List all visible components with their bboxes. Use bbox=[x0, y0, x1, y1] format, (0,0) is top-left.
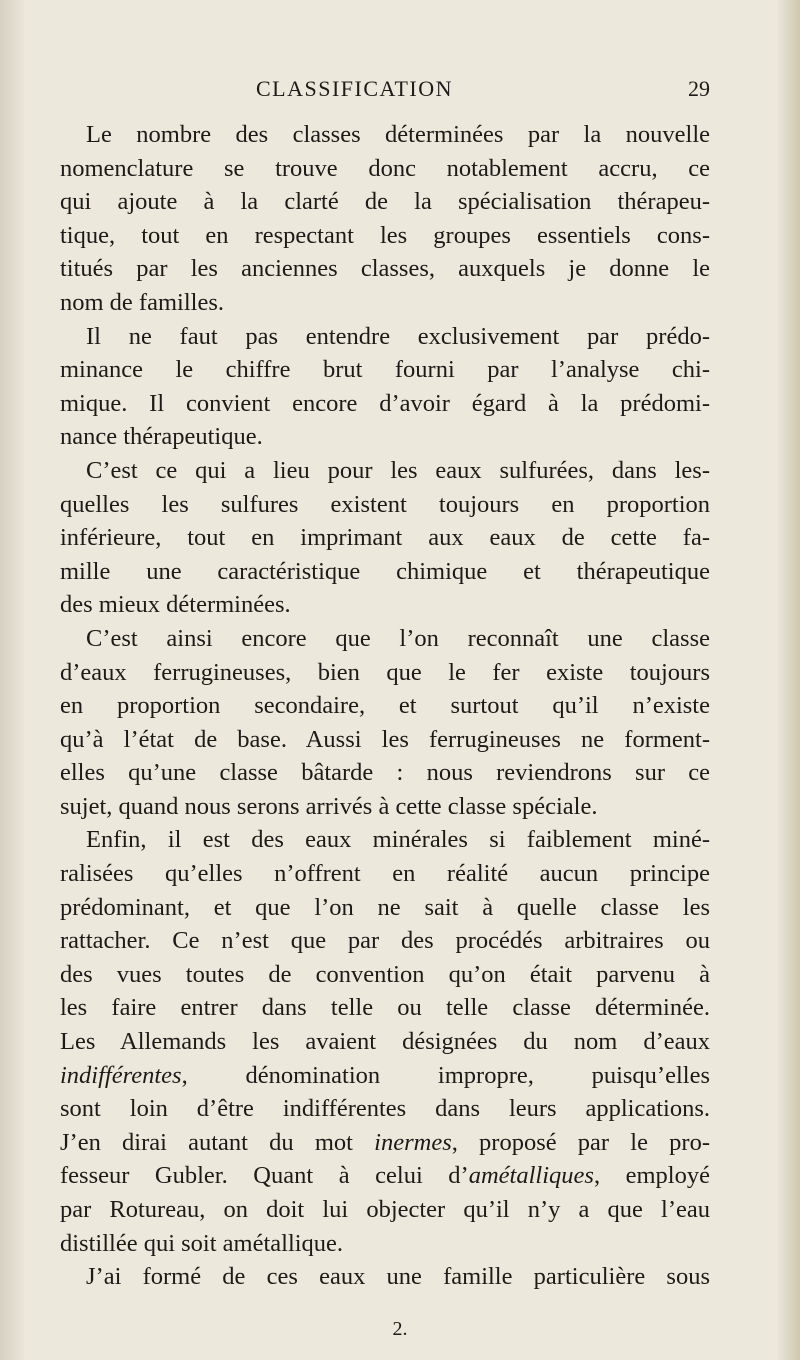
page-number: 29 bbox=[688, 76, 710, 101]
text-line bbox=[60, 1126, 710, 1160]
text-line: elles qu’une classe bâtarde : nous reviendrons sur ce bbox=[60, 759, 710, 787]
text-line: C’est ce qui a lieu pour les eaux sulfurées, dans les- bbox=[86, 456, 710, 484]
text-line: les faire entrer dans telle ou telle classe déterminée. bbox=[60, 994, 710, 1022]
text-line: mille une caractéristique chimique et thérapeutique bbox=[60, 557, 710, 585]
text-line: sont loin d’être indifférentes dans leurs applications. bbox=[60, 1095, 710, 1123]
italic-term: amétalliques bbox=[468, 1162, 594, 1190]
text-line: nomenclature se trouve donc notablement accru, ce bbox=[60, 154, 710, 182]
text-line: en proportion secondaire, et surtout qu’il n’existe bbox=[60, 692, 710, 720]
text-run: fesseur Gubler. Quant à celui d’ bbox=[60, 1162, 469, 1190]
text-line: quelles les sulfures existent toujours en proportion bbox=[60, 490, 710, 518]
text-line: rattacher. Ce n’est que par des procédés arbitraires ou bbox=[60, 927, 710, 955]
text-line: C’est ainsi encore que l’on reconnaît une classe bbox=[86, 624, 710, 652]
text-line: nom de familles. bbox=[60, 288, 224, 316]
running-head: CLASSIFICATION bbox=[256, 76, 454, 101]
text-line: mique. Il convient encore d’avoir égard à la prédomi- bbox=[60, 389, 710, 417]
text-line: tique, tout en respectant les groupes essentiels cons- bbox=[60, 221, 710, 249]
text-line: Le nombre des classes déterminées par la nouvelle bbox=[86, 121, 710, 148]
page-edge bbox=[778, 0, 800, 1360]
text-line: qui ajoute à la clarté de la spécialisation thérapeu- bbox=[60, 188, 710, 216]
text-line: sujet, quand nous serons arrivés à cette classe spéciale. bbox=[60, 792, 598, 820]
text-line: nance thérapeutique. bbox=[60, 423, 263, 451]
italic-term: inermes bbox=[374, 1128, 452, 1156]
text-line: d’eaux ferrugineuses, bien que le fer existe toujours bbox=[60, 658, 710, 686]
text-run: , dénomination impropre, puisqu’elles bbox=[181, 1061, 710, 1089]
text-run: J’en dirai autant du mot bbox=[60, 1128, 375, 1156]
text-run: , proposé par le pro- bbox=[451, 1128, 710, 1156]
text-run: , employé bbox=[593, 1162, 710, 1190]
text-line: J’ai formé de ces eaux une famille particulière sous bbox=[86, 1263, 710, 1291]
text-line bbox=[60, 1059, 710, 1093]
text-line: Il ne faut pas entendre exclusivement par prédo- bbox=[86, 322, 710, 350]
text-line: inférieure, tout en imprimant aux eaux de cette fa- bbox=[60, 524, 710, 552]
page-gutter bbox=[0, 0, 24, 1360]
text-line: Enfin, il est des eaux minérales si faiblement miné- bbox=[86, 826, 710, 854]
body-text bbox=[60, 118, 710, 1294]
text-line: ralisées qu’elles n’offrent en réalité aucun principe bbox=[60, 860, 710, 888]
page-header bbox=[60, 76, 710, 110]
text-line: qu’à l’état de base. Aussi les ferrugineuses ne forment- bbox=[60, 725, 710, 753]
text-line bbox=[60, 1159, 710, 1193]
text-line: minance le chiffre brut fourni par l’analyse chi- bbox=[60, 356, 710, 384]
text-line: des vues toutes de convention qu’on était parvenu à bbox=[60, 960, 710, 988]
signature-mark: 2. bbox=[392, 1318, 408, 1340]
text-line: titués par les anciennes classes, auxquels je donne le bbox=[60, 255, 710, 283]
text-line: Les Allemands les avaient désignées du nom d’eaux bbox=[60, 1028, 710, 1056]
text-line: prédominant, et que l’on ne sait à quelle classe les bbox=[60, 893, 710, 921]
italic-term: indifférentes bbox=[60, 1061, 182, 1089]
text-line: par Rotureau, on doit lui objecter qu’il n’y a que l’eau bbox=[60, 1196, 710, 1223]
text-line: des mieux déterminées. bbox=[60, 591, 291, 619]
text-line: distillée qui soit amétallique. bbox=[60, 1229, 344, 1257]
